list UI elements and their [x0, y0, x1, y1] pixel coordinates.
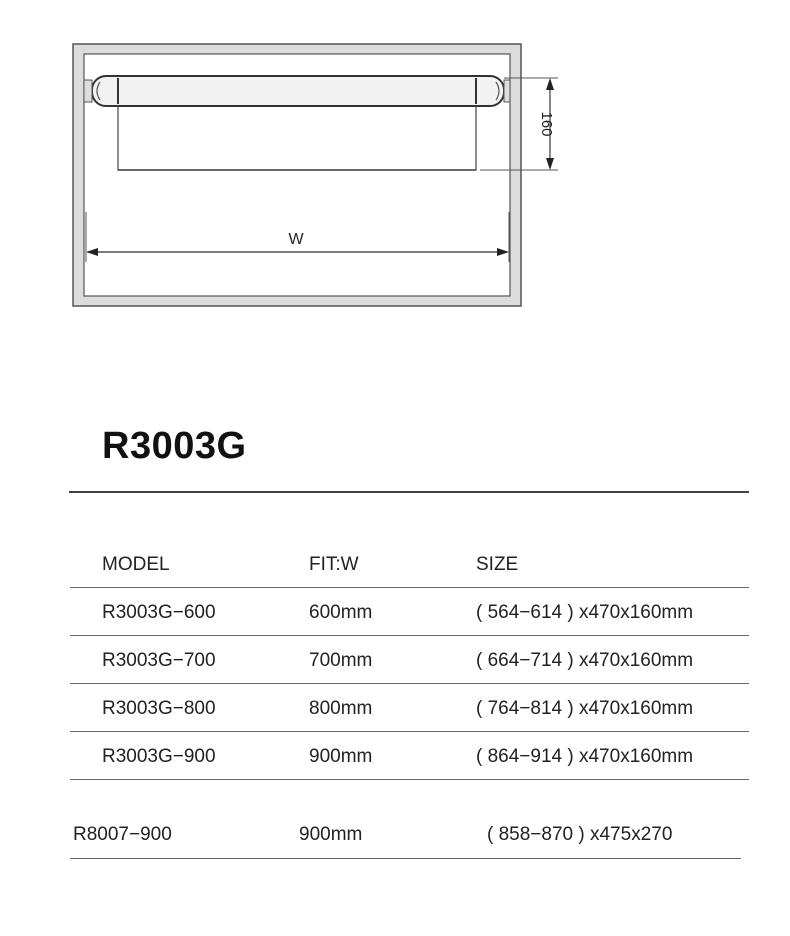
header-size: SIZE: [476, 554, 519, 575]
table-header-row: [70, 540, 749, 588]
table-row: [70, 684, 749, 732]
size-cell: ( 564−614 ) x470x160mm: [476, 602, 694, 623]
size-cell: ( 858−870 ) x475x270: [487, 824, 673, 845]
table-row: [70, 732, 749, 780]
table-row: [70, 636, 749, 684]
model-cell: R3003G−900: [102, 746, 216, 767]
fit-cell: 900mm: [299, 824, 363, 845]
model-cell: R8007−900: [73, 824, 172, 845]
title-divider: [69, 491, 749, 493]
header-model: MODEL: [102, 554, 170, 575]
header-fit: FIT:W: [309, 554, 359, 575]
fit-cell: 800mm: [309, 698, 373, 719]
extra-table-row: [70, 806, 741, 859]
product-drawing: [0, 0, 790, 320]
height-label: 160: [538, 111, 555, 137]
width-label: W: [288, 231, 304, 248]
spec-table: [70, 540, 749, 780]
table-row: [70, 588, 749, 636]
fit-cell: 600mm: [309, 602, 373, 623]
fit-cell: 900mm: [309, 746, 373, 767]
fit-cell: 700mm: [309, 650, 373, 671]
model-cell: R3003G−600: [102, 602, 216, 623]
size-cell: ( 664−714 ) x470x160mm: [476, 650, 694, 671]
model-cell: R3003G−700: [102, 650, 216, 671]
size-cell: ( 864−914 ) x470x160mm: [476, 746, 694, 767]
model-cell: R3003G−800: [102, 698, 216, 719]
size-cell: ( 764−814 ) x470x160mm: [476, 698, 694, 719]
product-title: R3003G: [102, 425, 247, 467]
top-rail: [92, 76, 504, 106]
